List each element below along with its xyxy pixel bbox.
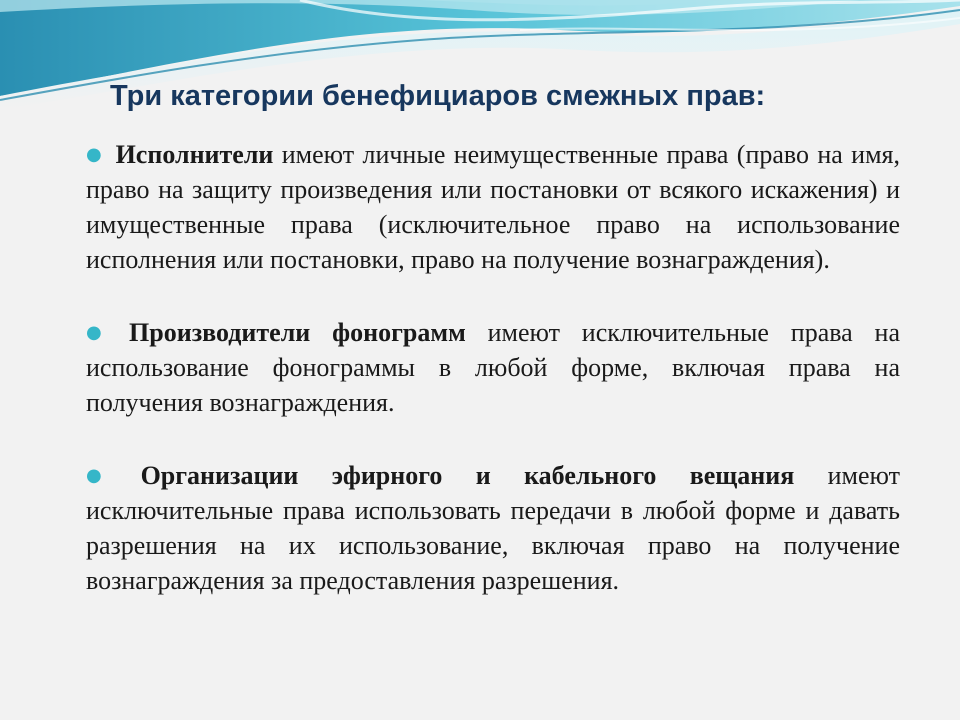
bullet-text: имеют исключительные права использовать передачи в любой форме и давать разрешения на их использование, включая право на получение вознаграждения за предоставления разрешения.	[86, 461, 900, 595]
round-bullet-icon: ●	[86, 144, 104, 165]
bullet-term: Организации эфирного и кабельного вещания	[140, 461, 795, 490]
bullet-list	[86, 137, 900, 636]
bullet-text: имеют личные неимущественные права (право на имя, право на защиту произведения или постановки от всякого искажения) и имущественные права (исключительное право на использование исполнения или постановки, право на получение вознаграждения).	[86, 140, 900, 274]
bullet-item-performers	[86, 137, 900, 277]
slide-title: Три категории бенефициаров смежных прав:	[110, 80, 766, 112]
bullet-item-broadcasting-organizations	[86, 458, 900, 598]
bullet-term: Исполнители	[115, 140, 274, 169]
bullet-text: имеют исключительные права на использование фонограммы в любой форме, включая права на получения вознаграждения.	[86, 318, 900, 417]
bullet-term: Производители фонограмм	[129, 318, 466, 347]
round-bullet-icon: ●	[86, 465, 129, 486]
bullet-item-phonogram-producers	[86, 315, 900, 420]
round-bullet-icon: ●	[86, 322, 118, 343]
